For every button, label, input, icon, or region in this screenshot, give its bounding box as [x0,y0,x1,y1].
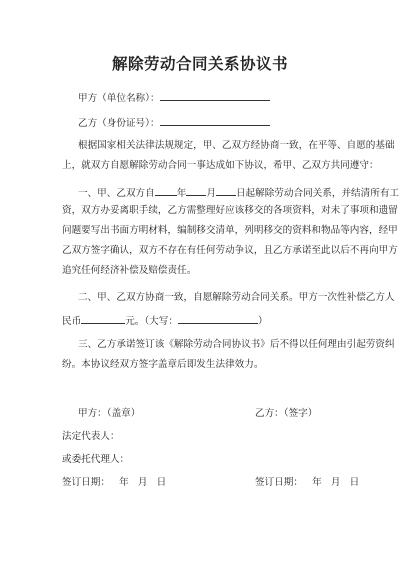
clause-2-line-2 [62,313,268,328]
clause-1-suffix: 日起解除劳动合同关系，并结清所有工 [235,188,400,199]
day-blank[interactable] [216,185,236,196]
party-b-blank[interactable] [160,115,270,126]
clause-1-line-1 [78,185,399,200]
year-blank[interactable] [155,185,177,196]
clause-3-line-2: 纷。本协议经双方签字盖章后即发生法律效力。 [62,359,264,370]
party-b-signature: 乙方：（签字） [255,408,318,419]
clause-2-prefix: 民币 [62,316,82,327]
month-blank[interactable] [186,185,206,196]
clause-1-year: 年 [176,188,187,199]
authorized-agent: 或委托代理人： [62,454,130,465]
party-a-row [78,90,270,105]
clause-1-line-5: 追究任何经济补偿及赔偿责任。 [62,265,197,276]
party-a-seal: 甲方：（盖章） [78,408,141,419]
intro-line-2: 上，就双方自愿解除劳动合同一事达成如下协议，希甲、乙双方共同遵守： [62,160,379,171]
clause-1-prefix: 一、甲、乙双方自 [78,188,155,199]
clause-1-line-4: 乙双方签字确认，双方不存在有任何劳动争议，且乙方承诺至此以后不再向甲方 [62,245,398,256]
party-a-label: 甲方（单位名称）： [78,93,160,104]
clause-1-line-2: 资，双方办妥离职手续，乙方需整理好应该移交的各项资料，对未了事项和遗留 [62,205,398,216]
legal-representative: 法定代表人： [62,431,120,442]
clause-2-line-1: 二、甲、乙双方协商一致，自愿解除劳动合同关系。甲方一次性补偿乙方人 [78,292,395,303]
clause-3-line-1: 三、乙方承诺签订该《解除劳动合同协议书》后不得以任何理由引起劳资纠 [78,339,395,350]
clause-1-line-3: 问题要写出书面方明材料，编制移交清单，列明移交的资料和物品等内容，经甲 [62,225,398,236]
clause-2-end: ） [257,316,268,327]
intro-line-1: 根据国家相关法律法规规定，甲、乙双方经协商一致，在平等、自愿的基础 [78,140,395,151]
party-a-blank[interactable] [160,90,270,101]
document-title: 解除劳动合同关系协议书 [111,54,288,73]
party-a-sign-date: 签订日期： 年 月 日 [62,477,167,488]
amount-words-blank[interactable] [178,313,258,324]
clause-1-month: 月 [206,188,216,199]
party-b-label: 乙方（身份证号）： [78,118,160,129]
party-b-sign-date: 签订日期： 年 月 日 [255,477,360,488]
amount-blank[interactable] [81,313,125,324]
clause-2-mid: 元。（大写： [125,316,178,327]
party-b-row [78,115,270,130]
